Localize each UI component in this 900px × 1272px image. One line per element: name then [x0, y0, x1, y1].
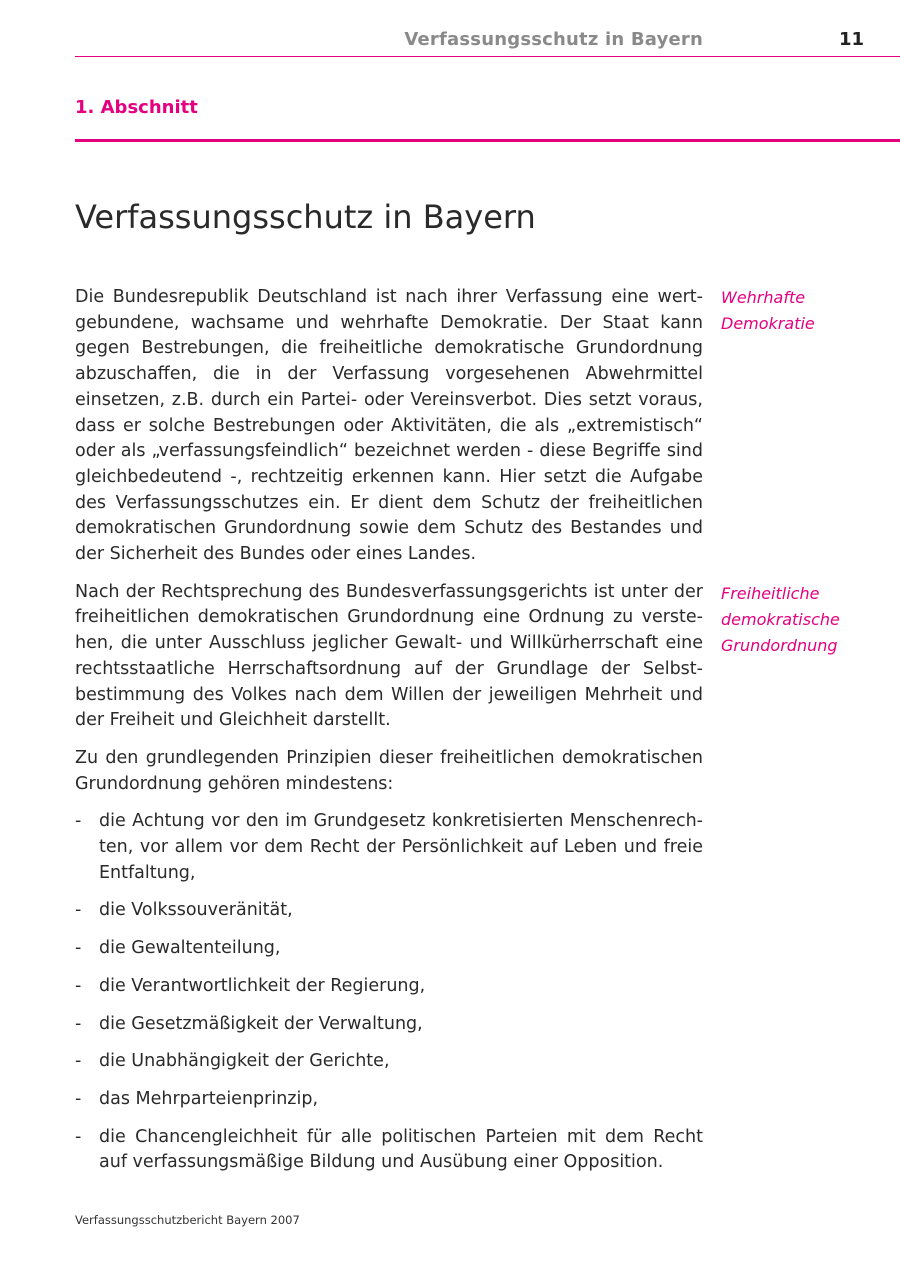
paragraph-wehrhafte-demokratie: Die Bundesrepublik Deutschland ist nach ihrer Verfassung eine wertgebundene, wachsame und wehrhafte Demokratie. Der Staat kann gegen Bestrebungen, die freiheitliche demokratische Grundordnung abzuschaffen, die in der Verfassung vorgesehenen Abwehrmittel einsetzen, z.B. durch ein Partei- oder Vereinsverbot. Dies setzt voraus, dass er solche Bestrebungen oder Aktivitäten, die als „extremistisch“ oder als „verfassungsfeindlich“ bezeichnet werden - diese Begriffe sind gleichbedeutend -, rechtzeitig erkennen kann. Hier setzt die Aufgabe des Verfassungsschutzes ein. Er dient dem Schutz der freiheitlichen demokratischen Grundordnung sowie dem Schutz des Bestandes und der Sicherheit des Bundes oder eines Landes.: [75, 287, 703, 565]
margin-note-grundordnung: [721, 581, 881, 659]
list-dash: -: [75, 1013, 82, 1034]
margin-note-line: Wehrhafte: [721, 288, 806, 307]
list-item-text: die Chancengleichheit für alle politischen Parteien mit dem Recht auf verfassungsmäßige Bildung und Ausübung einer Opposition.: [99, 1126, 703, 1173]
margin-note-line: Demokratie: [721, 314, 815, 333]
list-item-text: die Volkssouveränität,: [99, 900, 293, 921]
margin-note-line: demokratische: [721, 610, 840, 629]
list-dash: -: [75, 1051, 82, 1072]
list-item-text: die Verantwortlichkeit der Regierung,: [99, 975, 426, 996]
margin-note-wehrhafte-demokratie: [721, 285, 881, 337]
list-item-text: die Unabhängigkeit der Gerichte,: [99, 1051, 390, 1072]
section-divider: [75, 139, 900, 142]
list-dash: -: [75, 938, 82, 959]
running-header: [75, 28, 900, 57]
list-item-text: die Achtung vor den im Grundgesetz konkretisierten Menschenrechten, vor allem vor dem Recht der Persönlichkeit auf Leben und freie Entfaltung,: [99, 811, 703, 883]
list-item-text: die Gesetzmäßigkeit der Verwaltung,: [99, 1013, 423, 1034]
list-item: [75, 809, 703, 886]
running-title: Verfassungsschutz in Bayern: [404, 29, 703, 50]
chapter-title: Verfassungsschutz in Bayern: [75, 198, 536, 236]
list-dash: -: [75, 811, 82, 832]
body-text: [75, 285, 703, 1188]
list-item: [75, 936, 703, 962]
section-label: 1. Abschnitt: [75, 97, 198, 118]
list-item: [75, 1125, 703, 1176]
margin-note-line: Grundordnung: [721, 636, 838, 655]
list-item-text: die Gewaltenteilung,: [99, 938, 281, 959]
list-item: [75, 1049, 703, 1075]
margin-note-line: Freiheitliche: [721, 584, 820, 603]
list-item: [75, 974, 703, 1000]
list-dash: -: [75, 1126, 82, 1147]
list-item-text: das Mehrparteienprinzip,: [99, 1088, 319, 1109]
paragraph-principles-intro: Zu den grundlegenden Prinzipien dieser freiheitlichen demokratischen Grundordnung gehören mindestens:: [75, 747, 703, 794]
list-dash: -: [75, 900, 82, 921]
list-dash: -: [75, 1088, 82, 1109]
paragraph-grundordnung-definition: Nach der Rechtsprechung des Bundesverfassungsgerichts ist unter der freiheitlichen demokratischen Grundordnung eine Ordnung zu verstehen, die unter Ausschluss jeglicher Gewalt- und Willkürherrschaft eine rechtsstaatliche Herrschaftsordnung auf der Grundlage der Selbstbestimmung des Volkes nach dem Willen der jeweiligen Mehrheit und der Freiheit und Gleichheit darstellt.: [75, 581, 703, 731]
list-item: [75, 1087, 703, 1113]
list-item: [75, 898, 703, 924]
list-dash: -: [75, 975, 82, 996]
list-item: [75, 1012, 703, 1038]
page-number: 11: [838, 29, 864, 50]
page-footer: Verfassungsschutzbericht Bayern 2007: [75, 1213, 300, 1227]
principles-list: [75, 809, 703, 1176]
